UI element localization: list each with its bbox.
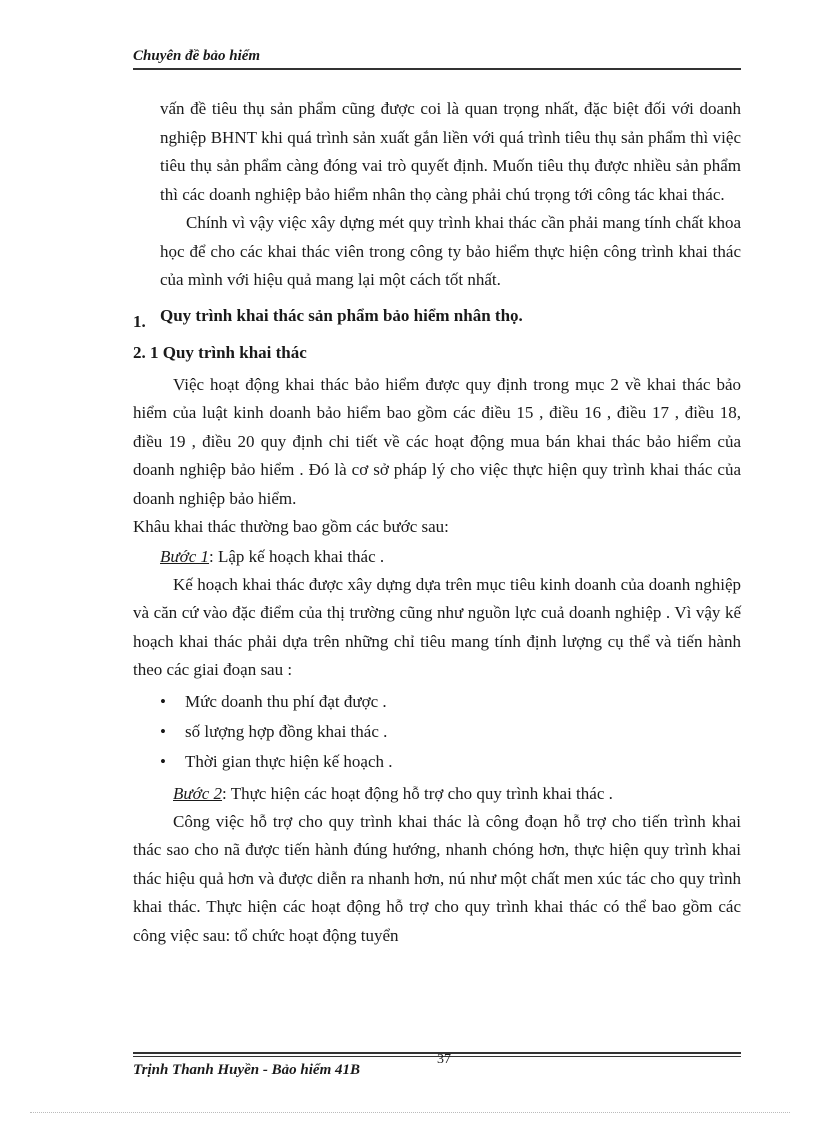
- section-number: 1.: [133, 311, 146, 331]
- paragraph-plan: Kế hoạch khai thác được xây dựng dựa trên mục tiêu kinh doanh của doanh nghiệp và căn cứ vào đặc điểm của thị trường cũng như nguồn lực cuả doanh nghiệp . Vì vậy kế hoạch khai thác phải dựa trên những chỉ tiêu mang tính định lượng cụ thể và tiến hành theo các giai đoạn sau :: [133, 574, 741, 679]
- step-1-text: : Lập kế hoạch khai thác .: [209, 546, 385, 566]
- step-1: [133, 542, 741, 571]
- paragraph-intro: vấn đề tiêu thụ sản phẩm cũng được coi là quan trọng nhất, đặc biệt đối với doanh nghiệp BHNT khi quá trình sản xuất gắn liền với quá trình tiêu thụ sản phẩm thì việc tiêu thụ sản phẩm càng đóng vai trò quyết định. Muốn tiêu thụ được nhiều sản phẩm thì các doanh nghiệp bảo hiểm nhân thọ càng phải chú trọng tới công tác khai thác.: [160, 99, 741, 204]
- step-2-text: : Thực hiện các hoạt động hỗ trợ cho quy trình khai thác .: [222, 783, 613, 803]
- header-rule: [133, 68, 741, 70]
- bullet-icon: •: [160, 691, 166, 711]
- footer-author: Trịnh Thanh Huyền - Bảo hiểm 41B: [133, 1062, 360, 1078]
- list-item: • Thời gian thực hiện kế hoạch .: [133, 747, 741, 777]
- step-2: [133, 779, 741, 808]
- list-item: • số lượng hợp đồng khai thác .: [133, 717, 741, 747]
- plan-criteria-list: [133, 687, 741, 777]
- bullet-icon: •: [160, 751, 166, 771]
- step-2-label: Bước 2: [173, 783, 223, 803]
- step-1-label: Bước 1: [160, 546, 210, 566]
- header-title: Chuyên đề bảo hiểm: [133, 48, 261, 64]
- page-body: [133, 95, 741, 950]
- section-title: Quy trình khai thác sản phẩm bảo hiểm nhân thọ.: [160, 305, 523, 325]
- paragraph-legal-basis: Việc hoạt động khai thác bảo hiểm được quy định trong mục 2 về khai thác bảo hiểm của luật kinh doanh bảo hiểm bao gồm các điều 15 , điều 16 , điều 17 , điều 18, điều 19 , điều 20 quy định chi tiết về các hoạt động mua bán khai thác bảo hiểm của doanh nghiệp bảo hiểm . Đó là cơ sở pháp lý cho việc thực hiện quy trình khai thác của doanh nghiệp bảo hiểm.: [133, 374, 741, 508]
- paragraph-support: Công việc hỗ trợ cho quy trình khai thác là công đoạn hỗ trợ cho tiến trình khai thác sao cho nã được tiến hành đúng hướng, nhanh chóng hơn, thực hiện quy trình khai thác hiệu quả hơn và được diễn ra nhanh hơn, nú như một chất men xúc tác cho quy trình khai thác. Thực hiện các hoạt động hỗ trợ cho quy trình khai thác có thể bao gồm các công việc sau: tổ chức hoạt động tuyển: [133, 811, 741, 945]
- list-item: • Mức doanh thu phí đạt được .: [133, 687, 741, 717]
- page-header: [133, 48, 741, 70]
- page-number: 37: [437, 1052, 451, 1067]
- paragraph-steps-intro: Khâu khai thác thường bao gồm các bước sau:: [133, 517, 449, 536]
- section-heading: [133, 302, 741, 336]
- subsection-heading: 2. 1 Quy trình khai thác: [133, 342, 307, 362]
- paragraph-process-importance: Chính vì vậy việc xây dựng mét quy trình khai thác cần phải mang tính chất khoa học để cho các khai thác viên trong công ty bảo hiểm thực hiện công trình khai thác của mình với hiệu quả mang lại một cách tốt nhất.: [160, 213, 741, 289]
- page-edge-divider: [30, 1112, 790, 1113]
- bullet-icon: •: [160, 721, 166, 741]
- page-footer: [133, 1052, 741, 1078]
